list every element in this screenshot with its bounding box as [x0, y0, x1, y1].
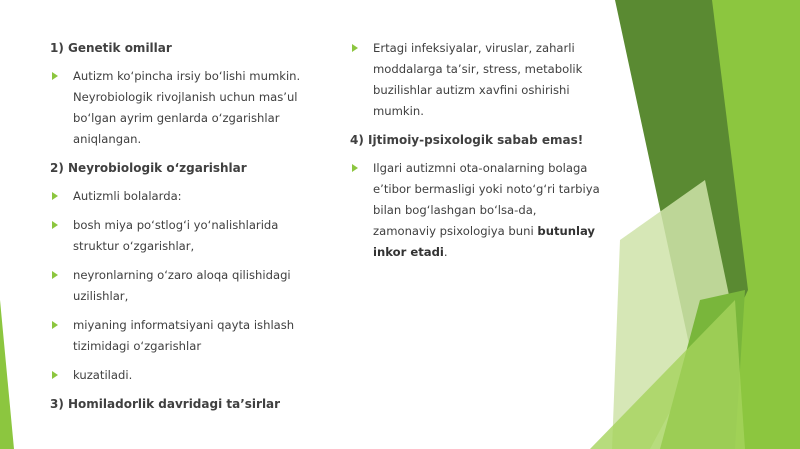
list-item — [50, 215, 320, 257]
list-item — [50, 186, 320, 207]
list-item-text: Autizm ko‘pincha irsiy bo‘lishi mumkin. Neyrobiologik rivojlanish uchun mas’ul bo‘lgan ayrim genlarda o‘zgarishlar aniqlangan. — [73, 69, 301, 146]
list-item-text: miyaning informatsiyani qayta ishlash tizimidagi o‘zgarishlar — [73, 318, 295, 353]
heading-neurobiological-changes: 2) Neyrobiologik o‘zgarishlar — [50, 161, 247, 175]
list-item-text: Ilgari autizmni ota-onalarning bolaga e’tibor bermasligi yoki noto‘g‘ri tarbiya bilan bog‘lashgan bo‘lsa-da, zamonaviy psixologiya buni — [373, 161, 600, 238]
bullet-arrow-icon — [52, 371, 58, 379]
heading-not-social-psychological: 4) Ijtimoiy-psixologik sabab emas! — [350, 133, 584, 147]
left-bottom-green-sliver — [0, 300, 14, 449]
bullet-arrow-icon — [52, 192, 58, 200]
left-column — [50, 38, 320, 422]
list-item — [50, 66, 320, 150]
list-item — [50, 315, 320, 357]
list-item-text: Autizmli bolalarda: — [73, 189, 182, 203]
list-item-emphasis: butunlay inkor etadi — [373, 224, 595, 259]
right-column — [350, 38, 600, 271]
bullet-arrow-icon — [52, 321, 58, 329]
list-item-text: Ertagi infeksiyalar, viruslar, zaharli moddalarga ta’sir, stress, metabolik buzilishlar autizm xavfini oshirishi mumkin. — [373, 41, 583, 118]
list-item-end: . — [443, 245, 448, 259]
list-item — [50, 365, 320, 386]
heading-genetic-factors: 1) Genetik omillar — [50, 41, 172, 55]
list-item-text: kuzatiladi. — [73, 368, 133, 382]
bullet-arrow-icon — [52, 221, 58, 229]
bullet-arrow-icon — [52, 72, 58, 80]
list-item-text: bosh miya po‘stlog‘i yo‘nalishlarida struktur o‘zgarishlar, — [73, 218, 279, 253]
heading-pregnancy-effects: 3) Homiladorlik davridagi ta’sirlar — [50, 397, 281, 411]
bullet-arrow-icon — [352, 44, 358, 52]
bullet-arrow-icon — [52, 271, 58, 279]
bullet-arrow-icon — [352, 164, 358, 172]
list-item — [350, 38, 600, 122]
list-item-text: neyronlarning o‘zaro aloqa qilishidagi uzilishlar, — [73, 268, 291, 303]
list-item — [350, 158, 600, 263]
list-item — [50, 265, 320, 307]
